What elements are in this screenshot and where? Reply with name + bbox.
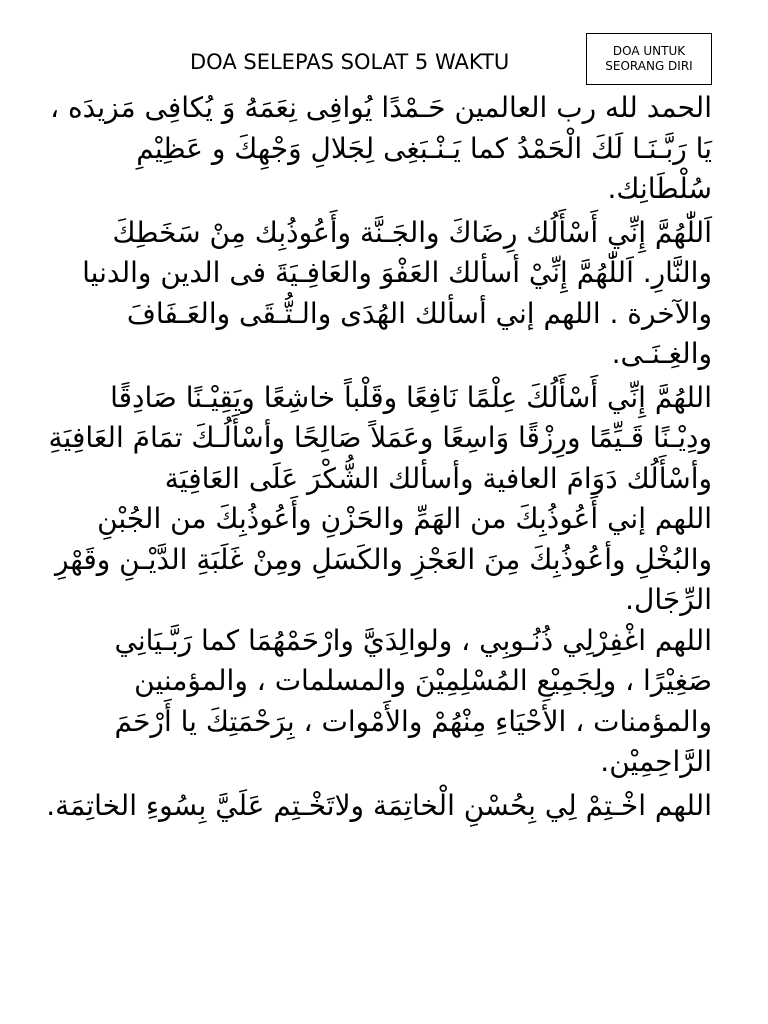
label-box-line-2: SEORANG DIRI	[605, 59, 693, 73]
prayer-text	[46, 88, 712, 826]
label-box	[586, 33, 712, 85]
prayer-paragraph-5: اللهم اغْفِرْلِي ذُنُـوبِي ، ولوالِدَيَّ وارْحَمْهُمَا كما رَبَّـيَانِي صَغِيْرًا ، ولِجَمِيْعِ المُسْلِمِيْنَ والمسلمات ، والمؤمنين والمؤمنات ، الأحْيَاءِ مِنْهُمْ والأَمْوات ، بِرَحْمَتِكَ يا أَرْحَمَ الرَّاحِمِيْن.	[114, 623, 712, 778]
document-title: DOA SELEPAS SOLAT 5 WAKTU	[190, 50, 510, 74]
prayer-paragraph-3: اللهُمَّ إِنِّي أَسْأَلُكَ عِلْمًا نَافِعًا وقَلْباً خاشِعًا ويَقِيْـنًا صَادِقًا ودِيْـنًا قَـيِّمًا ورِزْقًا وَاسِعًا وعَمَلاً صَالِحًا وأسْأَلُـكَ تمَامَ العَافِيَةِ وأسْأَلُك دَوَامَ العافية وأسألك الشُّكْرَ عَلَى العَافِيَة	[48, 380, 712, 495]
header	[0, 30, 768, 90]
label-box-line-1: DOA UNTUK	[612, 44, 686, 58]
prayer-paragraph-6: اللهم اخْـتِمْ لِي بِحُسْنِ الْخاتِمَة ولاتَخْـتِم عَلَيَّ بِسُوءِ الخاتِمَة.	[46, 788, 712, 822]
prayer-paragraph-4: اللهم إني أَعُوذُبِكَ من الهَمِّ والحَزْنِ وأَعُوذُبِكَ من الجُبْنِ والبُخْلِ وأعُوذُبِكَ مِنَ العَجْزِ والكَسَلِ ومِنْ غَلَبَةِ الدَّيْـنِ وقَهْرِ الرِّجَال.	[54, 502, 712, 616]
prayer-paragraph-1: الحمد لله رب العالمين حَـمْدًا يُوافِى نِعَمَهُ وَ يُكافِى مَزيدَه ، يَا رَبَّـنَـا لَكَ الْحَمْدُ كما يَـنْـبَغِى لِجَلالِ وَجْهِكَ و عَظِيْمِ سُلْطَانِك.	[50, 91, 712, 205]
prayer-paragraph-2: اَللّٰهُمَّ إِنِّي أَسْأَلُك رِضَاكَ والجَـنَّة وأَعُوذُبِك مِنْ سَخَطِكَ والنَّارِ. اَللّٰهُمَّ إِنِّيْ أسألك العَفْوَ والعَافِـيَةَ فى الدين والدنيا والآخرة . اللهم إني أسألك الهُدَى والـتُّـقَى والعَـفَافَ والغِـنَـى.	[82, 215, 712, 370]
